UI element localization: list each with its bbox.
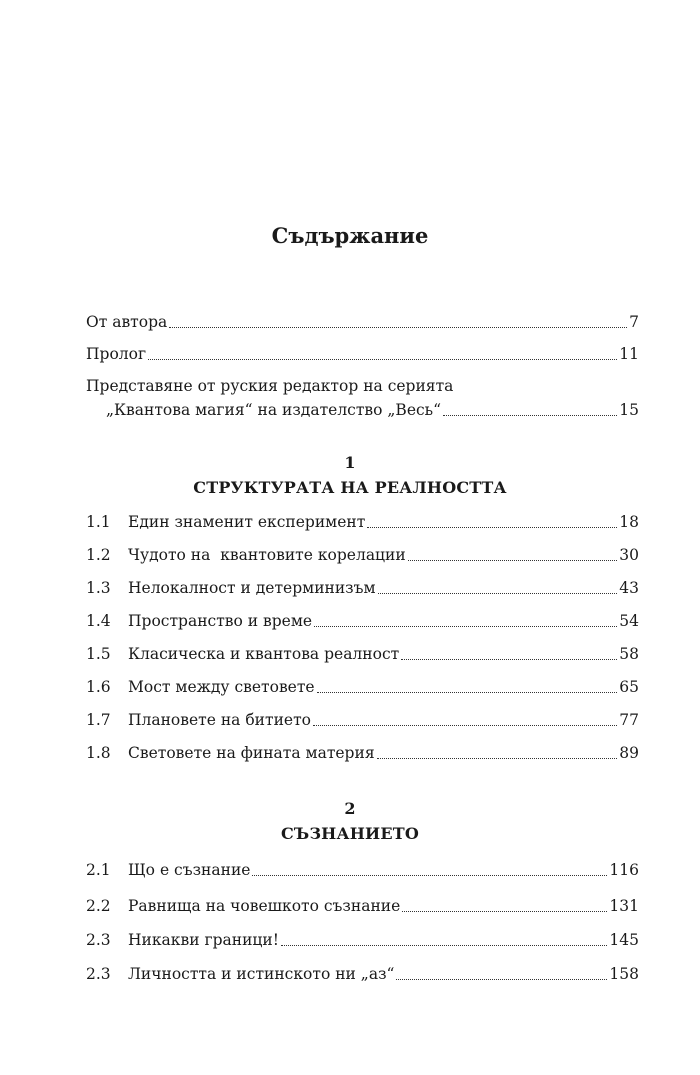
toc-entry[interactable] — [86, 708, 639, 732]
dot-leader — [443, 414, 617, 416]
toc-entry-page: 11 — [619, 345, 639, 363]
toc-entry-number: 1.1 — [86, 513, 111, 531]
part-number: 1 — [344, 453, 356, 472]
toc-entry[interactable] — [86, 741, 639, 765]
toc-entry-number: 1.2 — [86, 546, 111, 564]
toc-entry[interactable] — [86, 342, 639, 366]
part-title: СЪЗНАНИЕТО — [281, 824, 419, 843]
page-title: Съдържание — [271, 223, 429, 248]
dot-leader — [169, 326, 627, 328]
toc-entry[interactable] — [86, 642, 639, 666]
toc-entry-number: 1.5 — [86, 645, 111, 663]
toc-entry-title: Мост между световете — [128, 678, 315, 696]
toc-entry[interactable] — [86, 928, 639, 952]
toc-entry-title: Равнища на човешкото съзнание — [128, 897, 401, 915]
toc-entry[interactable] — [86, 576, 639, 600]
part-title: СТРУКТУРАТА НА РЕАЛНОСТТА — [193, 478, 507, 497]
toc-entry-title: Никакви граници! — [128, 931, 279, 949]
toc-entry-page: 43 — [619, 579, 639, 597]
toc-entry-number: 2.1 — [86, 861, 111, 879]
toc-entry[interactable] — [86, 962, 639, 986]
toc-entry-page: 18 — [619, 513, 639, 531]
toc-entry-number: 1.8 — [86, 744, 111, 762]
toc-entry-title: От автора — [86, 313, 168, 331]
toc-entry-page: 145 — [609, 931, 639, 949]
toc-entry-page: 116 — [609, 861, 639, 879]
toc-entry-number: 1.3 — [86, 579, 111, 597]
toc-entry-title-line1: Представяне от руския редактор на серията — [86, 377, 454, 395]
toc-entry-title: Един знаменит експеримент — [128, 513, 366, 531]
toc-entry[interactable] — [86, 858, 639, 882]
toc-entry-title: Нелокалност и детерминизъм — [128, 579, 376, 597]
toc-entry-page: 7 — [629, 313, 639, 331]
toc-entry-page: 158 — [609, 965, 639, 983]
toc-entry-title: Личността и истинското ни „аз“ — [128, 965, 395, 983]
toc-entry-title: Чудото на квантовите корелации — [128, 546, 406, 564]
toc-entry[interactable] — [86, 675, 639, 699]
dot-leader — [408, 559, 618, 561]
dot-leader — [367, 526, 617, 528]
toc-entry[interactable] — [86, 310, 639, 334]
toc-entry-page: 54 — [619, 612, 639, 630]
toc-entry[interactable] — [86, 510, 639, 534]
toc-entry-title: Пространство и време — [128, 612, 313, 630]
toc-entry-title: Що е съзнание — [128, 861, 251, 879]
dot-leader — [401, 658, 617, 660]
toc-entry-page: 131 — [609, 897, 639, 915]
toc-entry[interactable] — [86, 398, 639, 422]
toc-entry[interactable] — [86, 543, 639, 567]
toc-entry-number: 1.7 — [86, 711, 111, 729]
toc-entry-title: Пролог — [86, 345, 147, 363]
toc-entry-page: 15 — [619, 401, 639, 419]
dot-leader — [281, 944, 607, 946]
toc-entry-page: 77 — [619, 711, 639, 729]
toc-entry-title: Класическа и квантова реалност — [128, 645, 400, 663]
toc-entry-number: 2.2 — [86, 897, 111, 915]
toc-entry-number: 1.6 — [86, 678, 111, 696]
toc-entry-title: „Квантова магия“ на издателство „Весь“ — [106, 401, 442, 419]
dot-leader — [396, 978, 607, 980]
part-number: 2 — [344, 799, 356, 818]
dot-leader — [313, 724, 617, 726]
toc-entry-number: 2.3 — [86, 931, 111, 949]
toc-entry-page: 58 — [619, 645, 639, 663]
toc-entry-number: 2.3 — [86, 965, 111, 983]
toc-entry-number: 1.4 — [86, 612, 111, 630]
dot-leader — [377, 757, 618, 759]
toc-entry-title: Плановете на битието — [128, 711, 311, 729]
dot-leader — [378, 592, 618, 594]
dot-leader — [148, 358, 617, 360]
dot-leader — [252, 874, 607, 876]
dot-leader — [317, 691, 618, 693]
dot-leader — [402, 910, 607, 912]
toc-entry[interactable] — [86, 609, 639, 633]
toc-entry-page: 65 — [619, 678, 639, 696]
dot-leader — [314, 625, 617, 627]
toc-entry-page: 30 — [619, 546, 639, 564]
toc-entry-title: Световете на фината материя — [128, 744, 375, 762]
toc-entry[interactable] — [86, 894, 639, 918]
toc-entry-page: 89 — [619, 744, 639, 762]
